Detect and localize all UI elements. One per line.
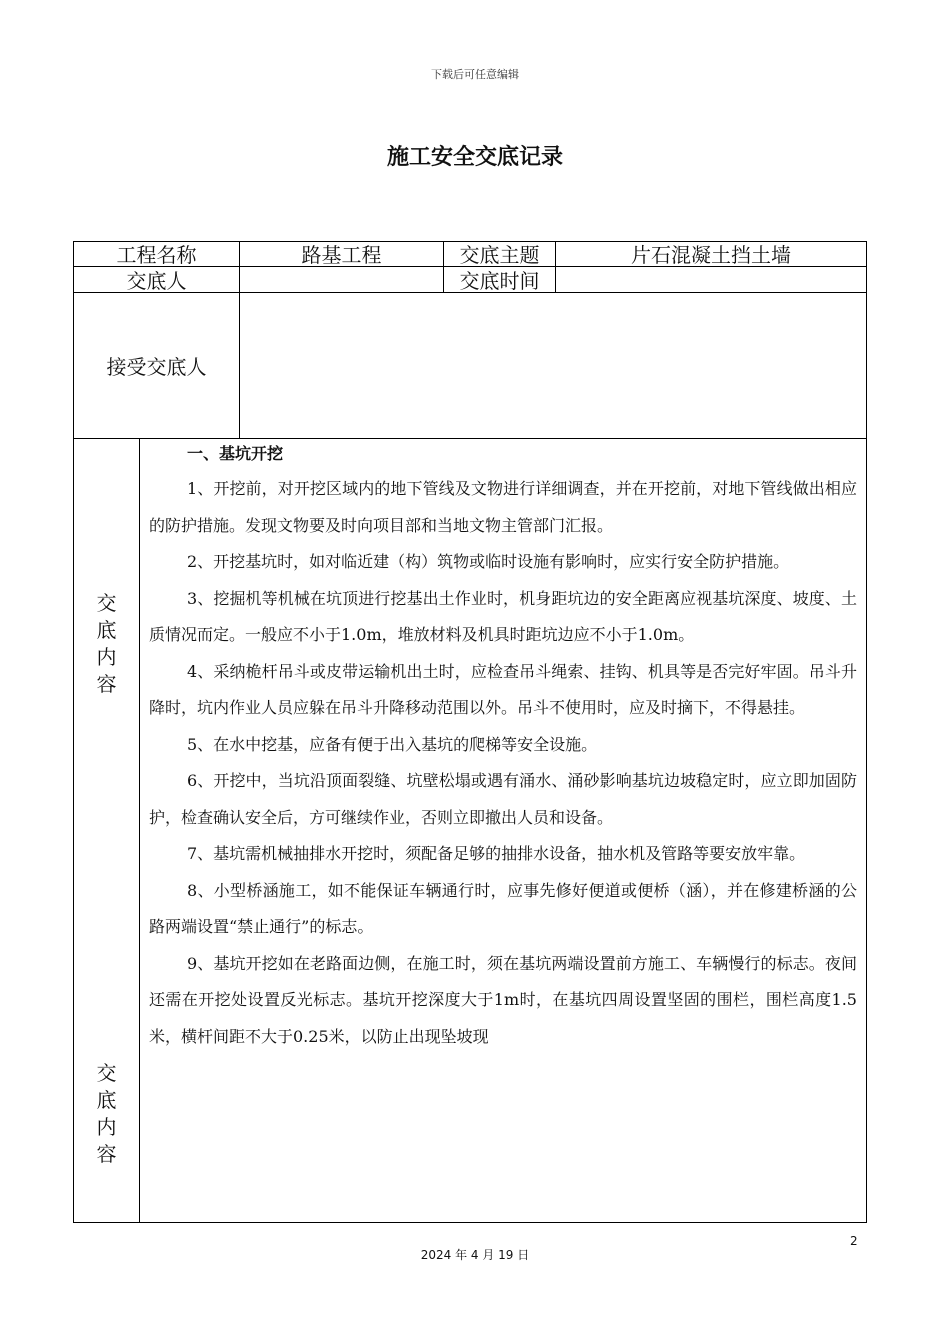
paragraph: 9、基坑开挖如在老路面边侧，在施工时，须在基坑两端设置前方施工、车辆慢行的标志。夜间还需在开挖处设置反光标志。基坑开挖深度大于1m时，在基坑四周设置坚固的围栏，围栏高度1.5米，横杆间距不大于0.25米，以防止出现坠坡现 xyxy=(149,953,857,1046)
time-value xyxy=(556,267,866,292)
col-divider xyxy=(139,438,140,1223)
content-label-text: 交底内容 xyxy=(96,591,117,696)
paragraph: 8、小型桥涵施工，如不能保证车辆通行时，应事先修好便道或便桥（涵），并在修建桥涵的公路两端设置“禁止通行”的标志。 xyxy=(149,880,857,936)
paragraph: 3、挖掘机等机械在坑顶进行挖基出土作业时，机身距坑边的安全距离应视基坑深度、坡度、土质情况而定。一般应不小于1.0m，堆放材料及机具时距坑边应不小于1.0m。 xyxy=(149,588,857,644)
page-title: 施工安全交底记录 xyxy=(386,145,563,170)
paragraph: 4、采纳桅杆吊斗或皮带运输机出土时，应检查吊斗绳索、挂钩、机具等是否完好牢固。吊斗升降时，坑内作业人员应躲在吊斗升降移动范围以外。吊斗不使用时，应及时摘下，不得悬挂。 xyxy=(149,661,857,717)
project-name-value: 路基工程 xyxy=(301,243,382,267)
paragraph: 5、在水中挖基，应备有便于出入基坑的爬梯等安全设施。 xyxy=(187,734,598,754)
content-label xyxy=(74,590,139,698)
header-note: 下载后可任意编辑 xyxy=(431,68,519,81)
project-name-label: 工程名称 xyxy=(116,243,197,267)
paragraph: 2、开挖基坑时，如对临近建（构）筑物或临时设施有影响时，应实行安全防护措施。 xyxy=(187,552,790,571)
topic-label: 交底主题 xyxy=(459,243,540,267)
receiver-label: 接受交底人 xyxy=(106,355,207,379)
content-label-text: 交底内容 xyxy=(96,1061,117,1166)
presenter-label: 交底人 xyxy=(126,269,187,293)
footer-date: 2024 年 4 月 19 日 xyxy=(420,1248,530,1262)
content-body xyxy=(149,439,857,1055)
time-label: 交底时间 xyxy=(459,269,540,293)
paragraph: 7、基坑需机械抽排水开挖时，须配备足够的抽排水设备，抽水机及管路等要安放牢靠。 xyxy=(187,844,806,863)
page-number: 2 xyxy=(850,1234,858,1248)
paragraph: 1、开挖前，对开挖区域内的地下管线及文物进行详细调查，并在开挖前，对地下管线做出相应的防护措施。发现文物要及时向项目部和当地文物主管部门汇报。 xyxy=(149,479,857,535)
presenter-value xyxy=(240,267,443,292)
paragraph: 6、开挖中，当坑沿顶面裂缝、坑壁松塌或遇有涌水、涌砂影响基坑边坡稳定时，应立即加固防护，检查确认安全后，方可继续作业，否则立即撤出人员和设备。 xyxy=(149,771,857,827)
section-title: 一、基坑开挖 xyxy=(187,444,284,463)
topic-value: 片石混凝土挡土墙 xyxy=(631,243,791,267)
content-label xyxy=(74,1060,139,1168)
